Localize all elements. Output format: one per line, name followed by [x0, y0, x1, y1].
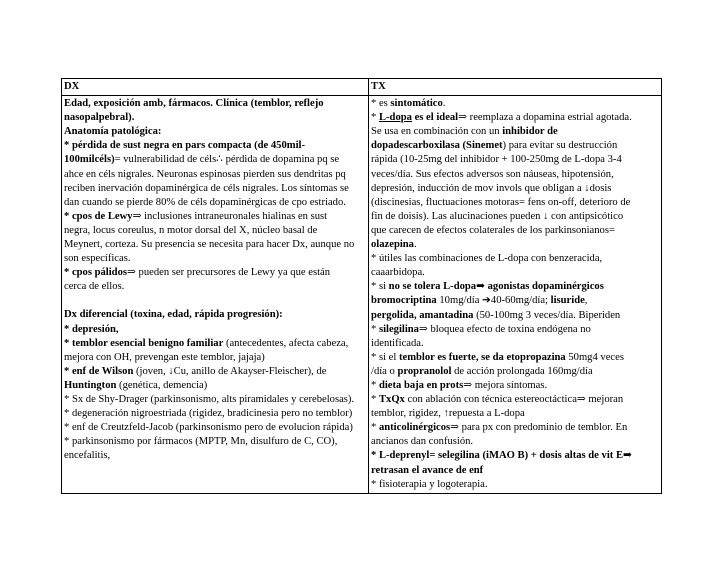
- dx-line: [64, 365, 365, 379]
- tx-text: con ablación con técnica estereoctáctica⇒ mejoran: [404, 394, 624, 406]
- tx-text: TxQx: [378, 394, 405, 406]
- dx-line: * parkinsonismo por fármacos (MPTP, Mn, disulfuro de C, CO),: [64, 436, 338, 448]
- header-row: [62, 79, 662, 96]
- tx-line: [371, 393, 658, 407]
- tx-line: [371, 351, 658, 365]
- dx-line: ahce en céls nigrales. Neuronas espinosas pierden sus dendritas pq: [64, 168, 346, 180]
- tx-line: [371, 309, 658, 323]
- dx-text: * cpos pálidos: [64, 267, 127, 279]
- tx-line: [371, 111, 658, 125]
- spacer: [64, 294, 365, 308]
- tx-text: anticolinérgicos: [378, 422, 451, 434]
- dx-header: DX: [62, 79, 369, 96]
- tx-text: ⇒ mejora síntomas.: [463, 379, 548, 391]
- tx-text: ⇒ reemplaza a dopamina estrial agotada.: [458, 112, 632, 124]
- dx-text: (joven, ↓Cu, anillo de Akayser-Fleischer), de: [133, 365, 327, 377]
- tx-line: veces/día. Sus efectos adversos son náuseas, hipotensión,: [371, 168, 614, 180]
- tx-column: [369, 96, 662, 494]
- tx-text: olazepina: [371, 239, 414, 251]
- tx-line: [371, 280, 658, 294]
- dx-text: * enf de Wilson: [64, 365, 134, 377]
- dx-line: [64, 323, 365, 337]
- tx-text: L-dopa: [378, 112, 412, 124]
- dx-text: nasopalpebral).: [64, 112, 135, 124]
- tx-text: dopadescarboxilasa (Sinemet: [371, 140, 503, 152]
- dx-text: = vulnerabilidad de céls∴ pérdida de dopamina pq se: [114, 154, 340, 166]
- tx-text: inhibidor de: [502, 126, 558, 138]
- dx-line: Meynert, corteza. Su presencia se necesita para hacer Dx, aunque no: [64, 239, 355, 251]
- dx-text: (antecedentes, afecta cabeza,: [223, 337, 349, 349]
- tx-text: * si: [371, 281, 389, 293]
- dx-line: dan cuando se pierde 80% de céls dopaminérgicas de cpo estriado.: [64, 196, 346, 208]
- tx-text: * es: [371, 98, 391, 110]
- tx-line: identificada.: [371, 337, 424, 349]
- tx-text: 10mg/día ➔40-60mg/día;: [436, 295, 551, 307]
- tx-text: ⇒ para px con predominio de temblor. En: [450, 422, 628, 434]
- tx-text: 50mg4 veces: [565, 351, 624, 363]
- dx-line: encefalitis,: [64, 450, 111, 462]
- tx-line: [371, 323, 658, 337]
- dx-line: [64, 308, 365, 322]
- tx-line: [371, 294, 658, 308]
- dx-line: [64, 97, 365, 111]
- tx-line: (discinesias, fluctuaciones motoras= fens on-off, deterioro de: [371, 196, 631, 208]
- tx-header: TX: [369, 79, 662, 96]
- dx-line: [64, 379, 365, 393]
- dx-line: negra, locus coreulus, n motor dorsal del X, núcleo basal de: [64, 224, 318, 236]
- tx-text: Se usa en combinación con un: [371, 126, 503, 138]
- dx-line: * degeneración nigroestriada (rigidez, bradicinesia pero no temblor): [64, 408, 353, 420]
- dx-text: * pérdida de sust negra en pars compacta (de 450mil-: [64, 140, 305, 152]
- tx-line: [371, 464, 658, 478]
- dx-line: son específicas.: [64, 253, 131, 265]
- tx-text: propranolol: [397, 365, 452, 377]
- tx-text: silegilina: [378, 323, 419, 335]
- dx-column: [62, 96, 369, 494]
- tx-line: temblor, rigidez, ↑repuesta a L-dopa: [371, 408, 525, 420]
- dx-text: ⇒ pueden ser precursores de Lewy ya que están: [127, 267, 331, 279]
- dx-text: (genética, demencia): [116, 379, 208, 391]
- tx-text: retrasan el avance de enf: [371, 464, 484, 476]
- tx-line: ancianos dan confusión.: [371, 436, 474, 448]
- tx-line: que carecen de efectos colaterales de los parkinsonianos=: [371, 224, 615, 236]
- tx-text: de acción prolongada 160mg/día: [451, 365, 593, 377]
- dx-line: * Sx de Shy-Drager (parkinsonismo, alts piramidales y cerebelosas).: [64, 393, 355, 405]
- dx-line: [64, 266, 365, 280]
- tx-text: sintomático: [390, 98, 443, 110]
- tx-text: (50-100mg 3 veces/día. Biperiden: [473, 309, 621, 321]
- tx-text: ) para evitar su destrucción: [502, 140, 618, 152]
- tx-line: [371, 365, 658, 379]
- dx-line: cerca de ellos.: [64, 281, 125, 293]
- tx-line: depresión, inducción de mov invols que obligan a ↓dosis: [371, 182, 612, 194]
- dx-line: [64, 210, 365, 224]
- tx-text: /día o: [371, 365, 398, 377]
- tx-line: caaarbidopa.: [371, 267, 425, 279]
- tx-text: pergolida, amantadina: [371, 309, 474, 321]
- dx-line: reciben inervación dopaminérgica de céls nigrales. Los síntomas se: [64, 182, 349, 194]
- tx-text: bromocriptina: [371, 295, 437, 307]
- tx-line: [371, 449, 658, 463]
- tx-text: *: [371, 112, 379, 124]
- dx-line: [64, 111, 365, 125]
- content-row: [62, 96, 662, 494]
- tx-text: ⇒ bloquea efecto de toxina endógena no: [418, 323, 591, 335]
- dx-line: [64, 125, 365, 139]
- tx-line: rápida (10-25mg del inhibidor + 100-250mg de L-dopa 3-4: [371, 154, 622, 166]
- tx-text: * L-deprenyl= selegilina (iMAO B) + dosis altas de vit E➡: [371, 450, 632, 462]
- tx-line: [371, 125, 658, 139]
- dx-line: [64, 153, 365, 167]
- dx-line: * enf de Creutzfeld-Jacob (parkinsonismo pero de evolucion rápida): [64, 422, 353, 434]
- tx-line: [371, 97, 658, 111]
- dx-text: Huntington: [64, 379, 117, 391]
- tx-text: * si el: [371, 351, 399, 363]
- tx-text: *: [371, 323, 379, 335]
- tx-text: no se tolera L-dopa➡ agonistas dopaminérgicos: [388, 281, 604, 293]
- tx-line: * útiles las combinaciones de L-dopa con benzeracida,: [371, 253, 603, 265]
- tx-text: temblor es fuerte, se da etopropazina: [398, 351, 566, 363]
- tx-line: [371, 421, 658, 435]
- dx-line: [64, 139, 365, 153]
- tx-text: ,: [584, 295, 588, 307]
- anatomia-heading: Anatomía patológica:: [64, 126, 162, 138]
- dx-diferencial-heading: Dx diferencial (toxina, edad, rápida progresión):: [64, 309, 283, 321]
- dx-text: * temblor esencial benigno familiar: [64, 337, 224, 349]
- tx-text: lisuride: [550, 295, 585, 307]
- dx-text: * depresión,: [64, 323, 119, 335]
- dx-text: 100milcéls): [64, 154, 115, 166]
- tx-text: .: [442, 98, 446, 110]
- tx-line: fin de doisis). Las alucinaciones pueden ↓ con antipsicótico: [371, 210, 624, 222]
- tx-text: .: [413, 239, 417, 251]
- tx-line: * fisioterapia y logoterapia.: [371, 478, 488, 490]
- dx-text: ⇒ inclusiones intraneuronales hialinas en sust: [132, 210, 328, 222]
- tx-line: [371, 379, 658, 393]
- tx-text: *: [371, 379, 379, 391]
- tx-text: *: [371, 394, 379, 406]
- tx-text: dieta baja en prots: [378, 379, 464, 391]
- tx-text: es el ideal: [411, 112, 459, 124]
- dx-text: Edad, exposición amb, fármacos. Clínica (temblor, reflejo: [64, 98, 324, 110]
- dx-line: [64, 337, 365, 351]
- dx-line: mejora con OH, prevengan este temblor, jajaja): [64, 351, 265, 363]
- document-table: [61, 78, 662, 494]
- dx-text: * cpos de Lewy: [64, 210, 133, 222]
- tx-line: [371, 139, 658, 153]
- tx-line: [371, 238, 658, 252]
- tx-text: *: [371, 422, 379, 434]
